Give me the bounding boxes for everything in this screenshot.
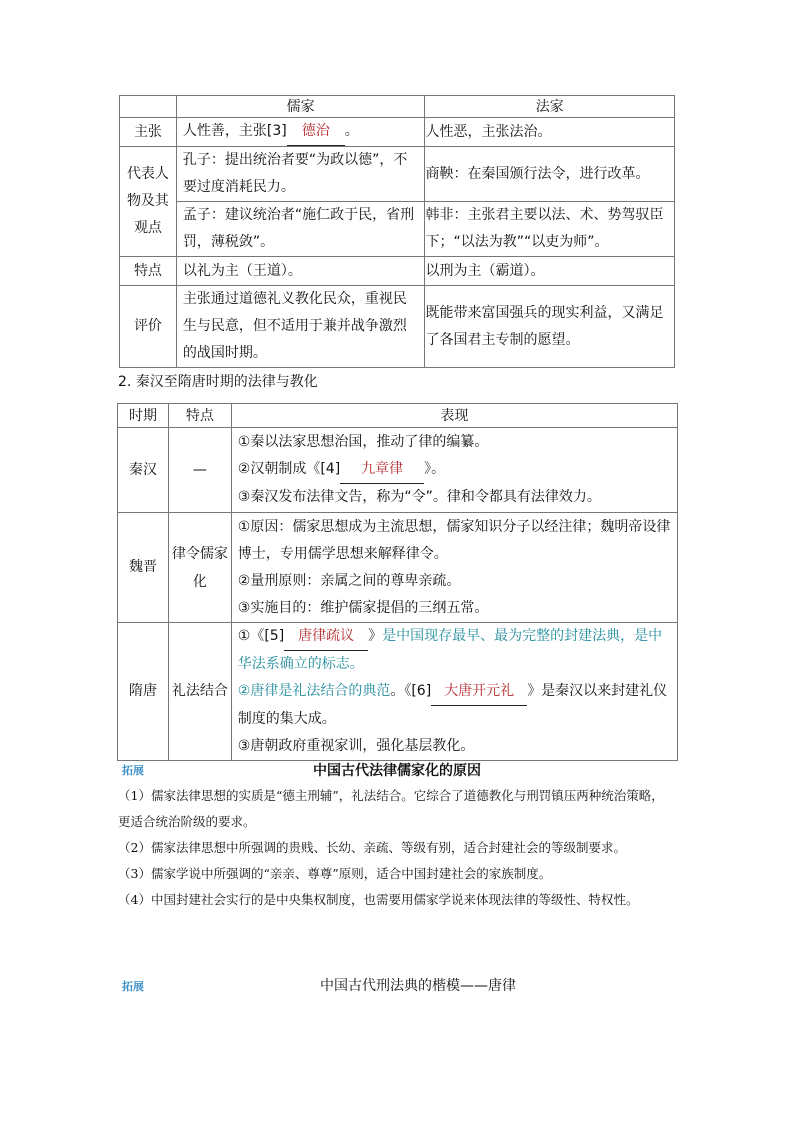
reason-item-2: （2）儒家法律思想中所强调的贵贱、长幼、亲疏、等级有别，适合封建社会的等级制要求。 bbox=[118, 840, 626, 855]
confucian-legalist-table bbox=[119, 95, 675, 368]
row-label-daibiao: 代表人物及其观点 bbox=[120, 147, 177, 257]
header-period: 时期 bbox=[118, 404, 169, 428]
suitang-line-2 bbox=[238, 678, 673, 733]
rujia-zhuzhang-prefix: 人性善，主张[3] bbox=[182, 123, 287, 139]
suitang-line-2-emphasis: ②唐律是礼法结合的典范 bbox=[237, 683, 391, 699]
reason-item-3: （3）儒家学说中所强调的“亲亲、尊尊”原则，适合中国封建社会的家族制度。 bbox=[118, 866, 552, 881]
extension-title-1: 中国古代法律儒家化的原因 bbox=[313, 763, 481, 779]
feature-suitang: 礼法结合 bbox=[168, 623, 231, 761]
reason-item-4: （4）中国封建社会实行的是中央集权制度，也需要用儒家学说来体现法律的等级性、特权性。 bbox=[118, 892, 639, 907]
extension-tag-2: 拓展 bbox=[122, 980, 144, 993]
rujia-pingjia: 主张通过道德礼义教化民众，重视民生与民意，但不适用于兼并战争激烈的战国时期。 bbox=[176, 286, 425, 368]
section-caption-2: 2. 秦汉至隋唐时期的法律与教化 bbox=[118, 374, 318, 390]
extension-title-2: 中国古代刑法典的楷模——唐律 bbox=[320, 978, 516, 994]
answer-blank-4: 九章律 bbox=[340, 456, 424, 484]
qinhan-line-3: ③秦汉发布法律文告，称为“令”。律和令都具有法律效力。 bbox=[237, 489, 601, 505]
fajia-tedian: 以刑为主（霸道）。 bbox=[425, 257, 675, 286]
fajia-zhuzhang: 人性恶，主张法治。 bbox=[425, 118, 675, 147]
fajia-hanfei: 韩非：主张君主要以法、术、势驾驭臣下；“以法为教”“以吏为师”。 bbox=[425, 202, 675, 257]
suitang-line-2-suffix: 》是秦汉以来封建礼仪制度的集大成。 bbox=[237, 683, 668, 727]
header-rujia: 儒家 bbox=[176, 96, 425, 118]
answer-blank-6: 大唐开元礼 bbox=[431, 678, 527, 706]
weijin-line-2: ②量刑原则：亲属之间的尊卑亲疏。 bbox=[237, 572, 461, 589]
rujia-zhuzhang bbox=[176, 118, 425, 147]
suitang-line-1-emphasis: 是中国现存最早、最为完整的封建法典，是中华法系确立的标志。 bbox=[237, 628, 663, 672]
weijin-line-3: ③实施目的：维护儒家提倡的三纲五常。 bbox=[237, 599, 489, 616]
fajia-pingjia: 既能带来富国强兵的现实利益，又满足了各国君主专制的愿望。 bbox=[425, 286, 675, 368]
extension-body-1 bbox=[118, 783, 674, 913]
answer-blank-5: 唐律疏议 bbox=[284, 623, 368, 651]
suitang-line-1-prefix: ①《[5] bbox=[237, 628, 285, 644]
weijin-line-1: ①原因：儒家思想成为主流思想，儒家知识分子以经注律；魏明帝设律博士，专用儒学思想来解释律令。 bbox=[237, 518, 671, 562]
period-weijin: 魏晋 bbox=[118, 513, 169, 623]
performance-weijin bbox=[231, 513, 677, 623]
fajia-shangyang: 商鞅：在秦国颁行法令，进行改革。 bbox=[425, 147, 675, 202]
period-qinhan: 秦汉 bbox=[118, 428, 169, 513]
suitang-line-2-mid: 。《[6] bbox=[390, 683, 432, 699]
rujia-mengzi: 孟子：建议统治者“施仁政于民，省刑罚，薄税敛”。 bbox=[176, 202, 425, 257]
header-fajia: 法家 bbox=[425, 96, 675, 118]
header-empty bbox=[120, 96, 177, 118]
rujia-tedian: 以礼为主（王道）。 bbox=[176, 257, 425, 286]
row-label-tedian: 特点 bbox=[120, 257, 177, 286]
answer-blank-3: 德治 bbox=[287, 118, 345, 146]
suitang-line-3: ③唐朝政府重视家训，强化基层教化。 bbox=[237, 738, 475, 754]
row-label-zhuzhang: 主张 bbox=[120, 118, 177, 147]
rujia-kongzi: 孔子：提出统治者要“为政以德”，不要过度消耗民力。 bbox=[176, 147, 425, 202]
feature-qinhan: — bbox=[168, 428, 231, 513]
extension-tag-1: 拓展 bbox=[122, 764, 144, 777]
row-label-pingjia: 评价 bbox=[120, 286, 177, 368]
qinhan-line-2 bbox=[238, 456, 673, 484]
law-education-table bbox=[117, 403, 678, 761]
reason-item-1: （1）儒家法律思想的实质是“德主刑辅”，礼法结合。它综合了道德教化与刑罚镇压两种统治策略，更适合统治阶级的要求。 bbox=[118, 788, 664, 829]
qinhan-line-2-suffix: 》。 bbox=[424, 461, 446, 477]
qinhan-line-2-prefix: ②汉朝制成《[4] bbox=[237, 461, 341, 477]
period-suitang: 隋唐 bbox=[118, 623, 169, 761]
qinhan-line-1: ①秦以法家思想治国，推动了律的编纂。 bbox=[237, 434, 489, 450]
header-feature: 特点 bbox=[168, 404, 231, 428]
suitang-line-1-mid: 》 bbox=[368, 628, 383, 644]
suitang-line-1 bbox=[238, 623, 673, 678]
header-performance: 表现 bbox=[231, 404, 677, 428]
performance-suitang bbox=[231, 623, 677, 761]
rujia-zhuzhang-suffix: 。 bbox=[344, 123, 359, 139]
performance-qinhan bbox=[231, 428, 677, 513]
feature-weijin: 律令儒家化 bbox=[168, 513, 231, 623]
